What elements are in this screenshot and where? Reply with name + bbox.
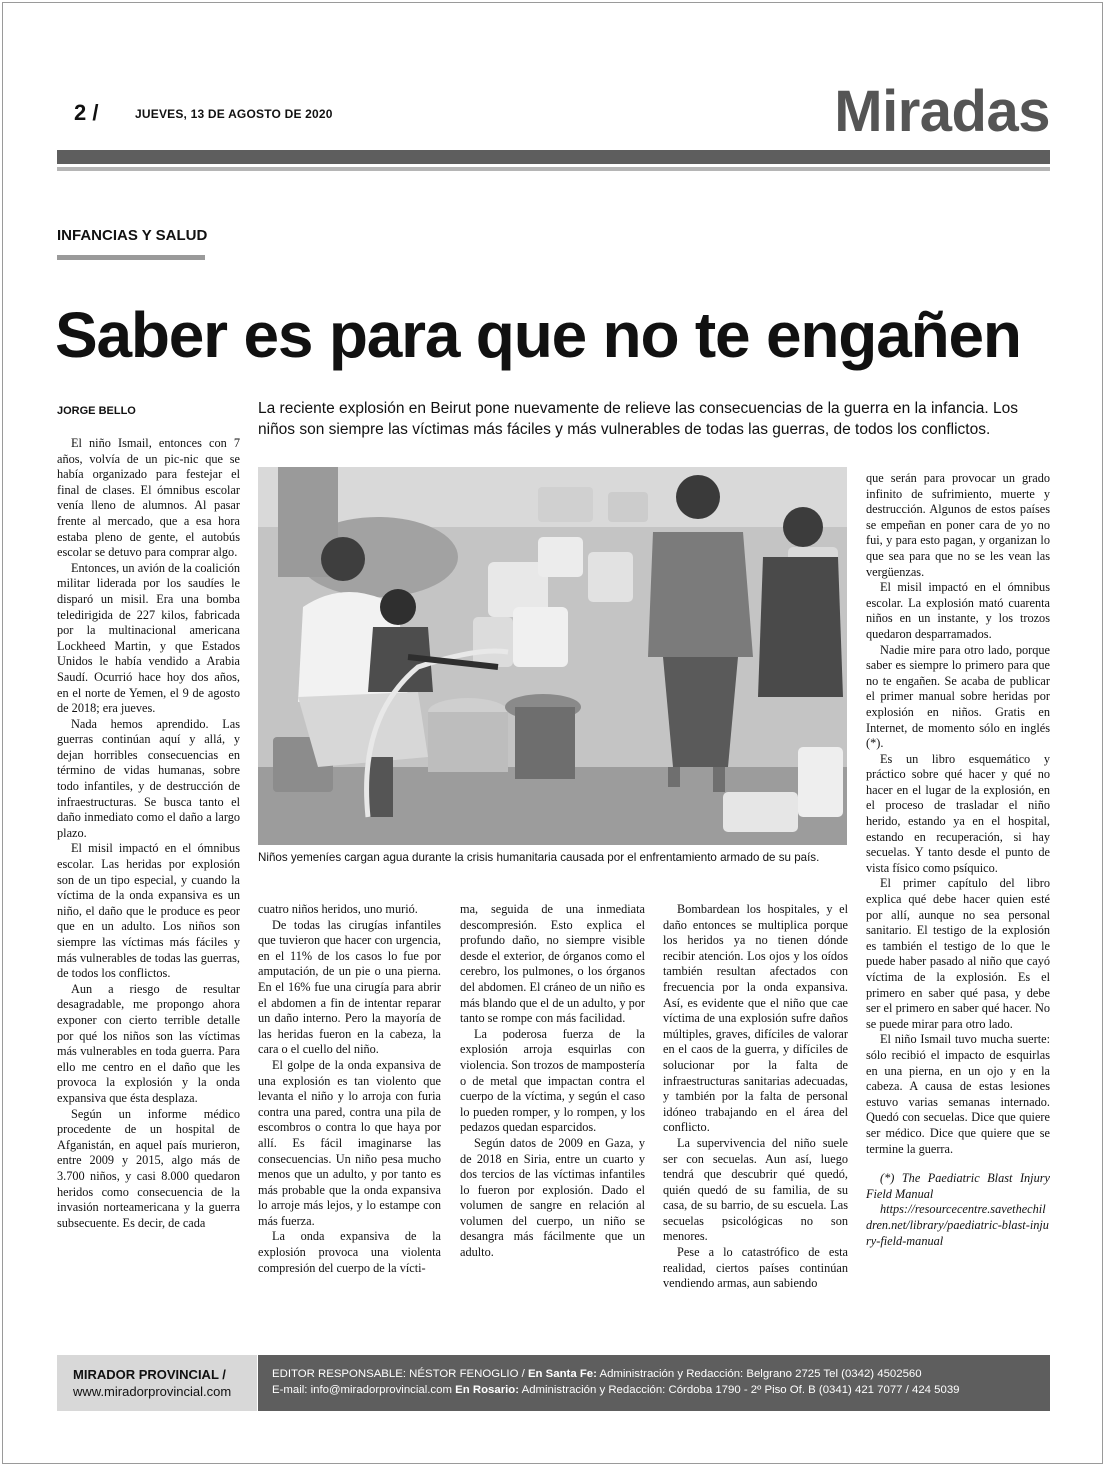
article-lead: La reciente explosión en Beirut pone nuevamente de relieve las consecuencias de la guerra en la infancia. Los niños son siempre las víctimas más fáciles y más vulnerables de todas las guerras, de todos los conflictos. <box>258 400 1018 438</box>
footer-brand-box <box>57 1355 257 1411</box>
article-column-1 <box>57 436 240 1231</box>
footer-address-santa-fe: Administración y Redacción: Belgrano 2725 Tel (0342) 4502560 <box>599 1368 922 1380</box>
paragraph: El primer capítulo del libro explica qué debe hacer quien esté por allí, aunque no sea personal sanitario. El testigo de la explosión es también el testigo de lo que le puede haber pasado al niño que cayó víctima de la explosión. Es el primero en saber qué pasa, y debe ser el primero en saber qué hacer. No se puede mirar para otro lado. <box>866 876 1050 1031</box>
paragraph: ma, seguida de una inmediata descompresión. Esto explica el profundo daño, no siempre visible desde el exterior, de órganos como el cerebro, los pulmones, o los órganos del abdomen. El cráneo de un niño es más blando que el de un adulto, y por tanto se rompe con más facilidad. <box>460 902 645 1026</box>
article-photo <box>258 467 847 845</box>
footnote: (*) The Paediatric Blast Injury Field Manual <box>866 1171 1050 1201</box>
kicker-underline <box>57 255 205 260</box>
paragraph: El misil impactó en el ómnibus escolar. La explosión mató cuarenta niños en un instante, y los trozos quedaron desparramados. <box>866 580 1050 641</box>
paragraph: Aun a riesgo de resultar desagradable, me propongo ahora exponer con cierto terrible detalle por qué los niños son las víctimas más vulnerables en toda guerra. Para ello me centro en el daño que les provoca la explosión y la onda expansiva que ésta desplaza. <box>57 981 240 1105</box>
paragraph: Pese a lo catastrófico de esta realidad, ciertos países continúan vendiendo armas, aun sabiendo <box>663 1245 848 1291</box>
footer-city-rosario: En Rosario: <box>455 1384 520 1396</box>
paragraph: Nada hemos aprendido. Las guerras continúan aquí y allá, y dejan horribles consecuencias en término de vidas humanas, sobre todo infantiles, y de destrucción de infraestructuras. Se busca tanto el daño inmediato como el daño a largo plazo. <box>57 716 240 840</box>
footer-line-1 <box>272 1368 922 1380</box>
footer-brand: MIRADOR PROVINCIAL / <box>73 1367 226 1382</box>
paragraph: que serán para provocar un grado infinito de sufrimiento, muerte y destrucción. Algunos de estos países se empeñan en poner cara de yo no fui, y para esto pagan, y organizan lo que sea para que no se les vean las vergüenzas. <box>866 471 1050 579</box>
footer-info-box <box>258 1355 1050 1411</box>
article-author: JORGE BELLO <box>57 405 136 417</box>
paragraph: El golpe de la onda expansiva de una explosión es tan violento que levanta el niño y lo arroja con furia contra una pared, contra una pila de escombros o contra lo que haya por allí. Es fácil imaginarse las consecuencias. Un niño pesa mucho menos que un adulto, y por tanto es más probable que la onda expansiva lo arroje más lejos, y lo estampe con más fuerza. <box>258 1057 441 1228</box>
paragraph: La poderosa fuerza de la explosión arroja esquirlas con violencia. Son trozos de mampostería o de metal que impactan contra el cuerpo de la víctima, y según el caso lo pueden romper, y lo rompen, y los pedazos quedan esparcidos. <box>460 1026 645 1135</box>
article-column-5 <box>866 471 1050 1249</box>
paragraph: Es un libro esquemático y práctico sobre qué hacer y qué no hacer en el lugar de la explosión, en el proceso de trasladar el niño herido, estando ya en el hospital, estando en recuperación, si hay secuelas. Y tanto desde el punto de vista físico como psíquico. <box>866 751 1050 875</box>
paragraph: Según un informe médico procedente de un hospital de Afganistán, en aquel país murieron, entre 2009 y 2015, algo más de 3.700 niños, y casi 8.000 quedaron heridos como consecuencia de la invasión norteamericana y la guerra subsecuente. Es decir, de cada <box>57 1106 240 1230</box>
paragraph: La onda expansiva de la explosión provoca una violenta compresión del cuerpo de la vícti- <box>258 1229 441 1275</box>
paragraph: Bombardean los hospitales, y el daño entonces se multiplica porque los heridos ya no tienen dónde recibir atención. Los ojos y los oídos también resultan afectados con frecuencia por la onda expansiva. Así, es evidente que el niño que cae víctima de una explosión sufre daños múltiples, graves, difíciles de valorar en el caos de la guerra, y difíciles de solucionar por la falta de infraestructuras sanitarias adecuadas, y también por la falta de personal idóneo trabajando en el área del conflicto. <box>663 902 848 1135</box>
footer-email[interactable]: E-mail: info@miradorprovincial.com <box>272 1384 452 1396</box>
article-headline: Saber es para que no te engañen <box>55 299 1021 371</box>
header-rule-thin <box>57 167 1050 171</box>
photo-illustration <box>258 467 847 845</box>
footer-editor: EDITOR RESPONSABLE: NÉSTOR FENOGLIO / <box>272 1368 525 1380</box>
article-column-4 <box>663 902 848 1292</box>
paragraph: El niño Ismail, entonces con 7 años, volvía de un pic-nic que se había organizado para festejar el final de clases. El ómnibus escolar venía lleno de alumnos. Al pasar frente al mercado, que a esa hora estaba pleno de gente, el autobús escolar se detuvo para comprar algo. <box>57 436 240 560</box>
footer-city-santa-fe: En Santa Fe: <box>527 1368 597 1380</box>
paragraph: Según datos de 2009 en Gaza, y de 2018 en Siria, entre un cuarto y dos tercios de las víctimas infantiles lo fueron por explosión. Dado el volumen de sangre en relación al volumen del cuerpo, un niño se desangra más fácilmente que un adulto. <box>460 1135 645 1260</box>
article-column-3 <box>460 902 645 1261</box>
issue-date: JUEVES, 13 DE AGOSTO DE 2020 <box>135 107 333 121</box>
page-number: 2 / <box>74 100 99 125</box>
footer-website[interactable]: www.miradorprovincial.com <box>73 1384 232 1399</box>
paragraph: El niño Ismail tuvo mucha suerte: sólo recibió el impacto de esquirlas en una pierna, en un ojo y en la cabeza. A causa de estas lesiones estuvo varias semanas internado. Quedó con secuelas. Dice que quiere ser médico. Dice que quiere que se termine la guerra. <box>866 1032 1050 1156</box>
paragraph: Nadie mire para otro lado, porque saber es siempre lo primero para que no te engañen. Se acaba de publicar el primer manual sobre heridas por explosión en niños. Gratis en Internet, de momento sólo en inglés (*). <box>866 642 1050 751</box>
section-title: Miradas <box>834 79 1050 144</box>
footnote-url[interactable]: https://resourcecentre.savethechildren.net/library/paediatric-blast-injury-field-manual <box>866 1202 1049 1248</box>
header-rule-thick <box>57 150 1050 164</box>
article-kicker: INFANCIAS Y SALUD <box>57 227 208 244</box>
paragraph: La supervivencia del niño suele ser con secuelas. Aun así, luego tendrá que descubrir qué quedó, quién quedó de su familia, de su casa, de su barrio, de su escuela. Las secuelas psicológicas no son menores. <box>663 1135 848 1244</box>
paragraph: El misil impactó en el ómnibus escolar. Las heridas por explosión son de un tipo especial, y cuando la víctima de la onda expansiva es un niño, el daño que le produce es peor que en un adulto. Los niños son siempre las víctimas más fáciles y más vulnerables de todas las guerras, de todos los conflictos. <box>57 841 240 981</box>
footer-address-rosario: Administración y Redacción: Córdoba 1790 - 2º Piso Of. B (0341) 421 7077 / 424 5039 <box>521 1384 960 1396</box>
photo-caption: Niños yemeníes cargan agua durante la crisis humanitaria causada por el enfrentamiento armado de su país. <box>258 851 820 864</box>
paragraph: De todas las cirugías infantiles que tuvieron que hacer con urgencia, en el 11% de los casos lo fue por amputación, de un pie o una pierna. En el 16% fue una cirugía para abrir el abdomen a fin de intentar reparar un daño interno. Pero la mayoría de las heridas fueron en la cabeza, la cara o el cuello del niño. <box>258 917 441 1057</box>
paragraph: Entonces, un avión de la coalición militar liderada por los saudíes le disparó un misil. Era una bomba teledirigida de 227 kilos, fabricada por la multinacional americana Lockheed Martin, y que Estados Unidos le había vendido a Arabia Saudí. Ocurrió hace hoy dos años, en el norte de Yemen, el 9 de agosto de 2018; era jueves. <box>57 560 240 716</box>
article-column-2 <box>258 902 441 1276</box>
paragraph: cuatro niños heridos, uno murió. <box>258 902 418 916</box>
footer-line-2 <box>272 1384 960 1396</box>
